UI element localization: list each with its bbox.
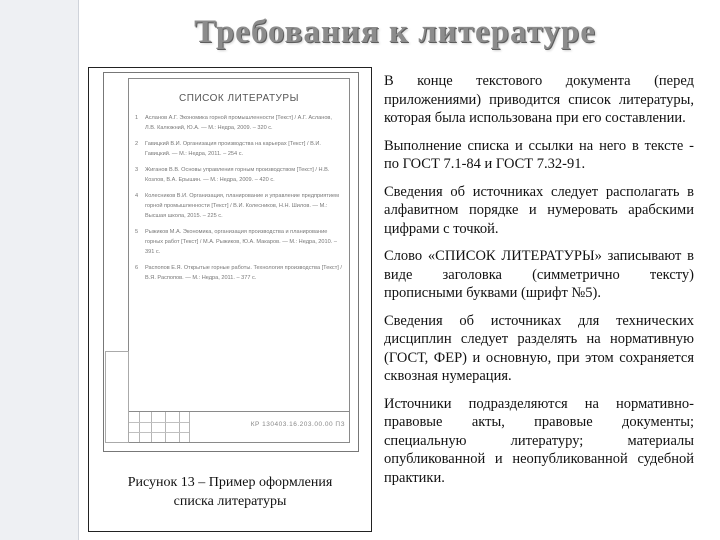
stamp-cell-divider	[151, 412, 152, 442]
reference-number: 1	[135, 115, 139, 121]
title-block-stamp	[129, 411, 349, 442]
requirement-paragraph: Слово «СПИСОК ЛИТЕРАТУРЫ» записывают в виде заголовка (симметрично тексту) прописными буквами (шрифт №5).	[384, 248, 694, 301]
reference-number: 4	[135, 193, 139, 199]
document-frame	[128, 78, 350, 443]
reference-entry	[135, 165, 343, 185]
reference-number: 6	[135, 265, 139, 271]
reference-number: 3	[135, 167, 139, 173]
figure-caption	[89, 473, 371, 511]
reference-text: Колесников В.И. Организация, планирование и управление предприятием горной промышленности [Текст] / В.И. Колесников, Н.Н. Шилов. — М.: Высшая школа, 2015. – 225 с.	[145, 193, 339, 219]
figure-panel	[88, 67, 372, 532]
requirements-text	[384, 72, 694, 496]
reference-entry	[135, 227, 343, 257]
reference-text: Жиганов В.В. Основы управления горным производством [Текст] / Н.В. Козлов, В.А. Ерышин. — М.: Недра, 2009. – 420 с.	[145, 167, 330, 183]
margin-stamp-box	[105, 351, 129, 443]
reference-text: Асланов А.Г. Экономика горной промышленности [Текст] / А.Г. Асланов, Л.В. Калюжний, Ю.А. — М.: Недра, 2009. – 320 с.	[145, 115, 332, 131]
reference-entry	[135, 191, 343, 221]
requirement-paragraph: В конце текстового документа (перед приложениями) приводится список литературы, которая была использована при его составлении.	[384, 73, 694, 126]
reference-text: Гавицкий В.И. Организация производства на карьерах [Текст] / В.И. Гавицкий. — М.: Недра, 2011. – 254 с.	[145, 141, 321, 157]
figure-caption-line: Рисунок 13 – Пример оформления	[127, 475, 333, 490]
stamp-row-line	[129, 422, 189, 423]
requirement-paragraph: Сведения об источниках для технических дисциплин следует разделять на нормативную (ГОСТ, ФЕР) и основную, при этом сохраняется сквозная нумерация.	[384, 312, 694, 384]
requirement-paragraph: Сведения об источниках следует располагать в алфавитном порядке и нумеровать арабскими цифрами с точкой.	[384, 183, 694, 237]
stamp-cell-divider	[165, 412, 166, 442]
stamp-document-code: КР 130403.16.203.00.00 ПЗ	[250, 421, 345, 428]
left-divider-line	[78, 0, 79, 540]
left-decorative-band	[0, 0, 78, 540]
reference-text: Рыжиков М.А. Экономика, организация производства и планирование горных работ [Текст] / М.А. Рыжиков, Ю.А. Макаров. — М.: Недра, 2010. – 391 с.	[145, 229, 337, 255]
reference-entry	[135, 139, 343, 159]
stamp-cell-divider	[189, 412, 190, 442]
reference-number: 5	[135, 229, 139, 235]
figure-caption-line: списка литературы	[173, 494, 287, 509]
stamp-cell-divider	[179, 412, 180, 442]
stamp-row-line	[129, 432, 189, 433]
reference-list	[135, 113, 343, 289]
stamp-cell-divider	[139, 412, 140, 442]
reference-text: Распопов Е.Я. Открытые горные работы. Технология производства [Текст] / В.Я. Распопов. — М.: Недра, 2011. – 377 с.	[145, 265, 342, 281]
reference-entry	[135, 263, 343, 283]
document-heading: СПИСОК ЛИТЕРАТУРЫ	[179, 93, 299, 104]
reference-number: 2	[135, 141, 139, 147]
reference-entry	[135, 113, 343, 133]
slide-title: Требования к литературе	[194, 14, 596, 50]
requirement-paragraph: Выполнение списка и ссылки на него в тексте - по ГОСТ 7.1-84 и ГОСТ 7.32-91.	[384, 137, 694, 172]
requirement-paragraph: Источники подразделяются на нормативно-правовые акты, правовые документы; специальную литературу; материалы опубликованной и неопубликованной судебной практики.	[384, 395, 694, 486]
document-page-image	[103, 72, 359, 452]
